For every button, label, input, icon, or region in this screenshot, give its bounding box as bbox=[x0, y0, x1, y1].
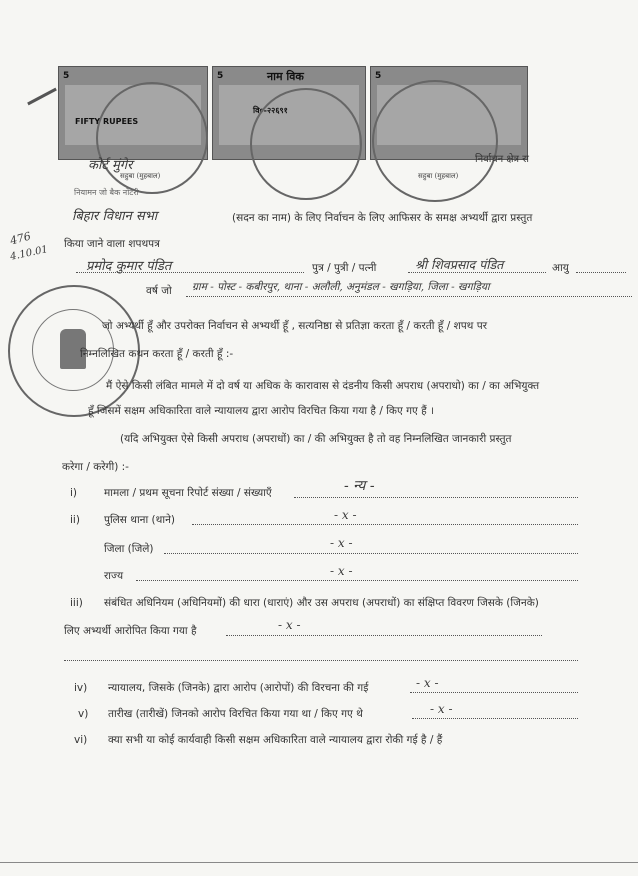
conditional-line-1: (यदि अभियुक्त ऐसे किसी अपराध (अपराधों) का / की अभियुक्त है तो वह निम्नलिखित जानकारी प्रस्तुत bbox=[120, 433, 512, 445]
intro-line-2: किया जाने वाला शपथपत्र bbox=[64, 238, 160, 250]
father-name-line bbox=[408, 272, 546, 273]
item-vi-label: क्या सभी या कोई कार्यवाही किसी सक्षम अधिकारिता वाले न्यायालय द्वारा रोकी गई है / हैं bbox=[108, 734, 443, 746]
age-label: आयु bbox=[552, 262, 569, 274]
item-v-line bbox=[412, 718, 578, 719]
cancellation-seal-3 bbox=[372, 80, 498, 202]
state-label: राज्य bbox=[104, 570, 124, 582]
item-iv-label: न्यायालय, जिसके (जिनके) द्वारा आरोप (आरोपों) की विरचना की गई bbox=[108, 682, 369, 694]
margin-number: 476 bbox=[8, 229, 33, 248]
pending-case-line-1: मैं ऐसे किसी लंबित मामले में दो वर्ष या अधिक के कारावास से दंडनीय किसी अपराध (अपराधो) का / का अभियुक्त bbox=[106, 380, 540, 392]
handwritten-dash: - x - bbox=[430, 702, 453, 716]
item-i-line bbox=[294, 497, 578, 498]
handwritten-dash: - x - bbox=[278, 618, 301, 632]
stamp-value: 5 bbox=[375, 71, 382, 81]
item-ii-line bbox=[192, 524, 578, 525]
conditional-line-2: करेगा / करेगी) :- bbox=[62, 461, 129, 473]
handwritten-dash: - x - bbox=[334, 508, 357, 522]
cancellation-seal-2 bbox=[250, 88, 362, 200]
state-line bbox=[136, 580, 578, 581]
stamp-label: FIFTY RUPEES bbox=[75, 117, 139, 126]
item-iv-line bbox=[410, 692, 578, 693]
item-iii-line-2 bbox=[64, 660, 578, 661]
age-line bbox=[576, 272, 626, 273]
stamp-header: नाम विक bbox=[267, 70, 304, 83]
son-of-label: पुत्र / पुत्री / पत्नी bbox=[312, 262, 377, 274]
handwritten-dash: - x - bbox=[330, 564, 353, 578]
intro-line-1: (सदन का नाम) के लिए निर्वाचन के लिए आफिसर के समक्ष अभ्यर्थी द्वारा प्रस्तुत bbox=[232, 212, 533, 224]
item-ii-number: ii) bbox=[70, 514, 80, 526]
item-i-number: i) bbox=[70, 487, 78, 499]
margin-date: 4.10.01 bbox=[9, 244, 49, 263]
item-vi-number: vi) bbox=[74, 734, 88, 746]
declaration-line-1: जो अभ्यर्थी हूँ और उपरोक्त निर्वाचन से अभ्यर्थी हूँ , सत्यनिष्ठा से प्रतिज्ञा करता हूँ / करती हूँ / शपथ पर bbox=[102, 320, 487, 332]
handwritten-address: ग्राम - पोस्ट - कबीरपुर, थाना - अलौली, अनुमंडल - खगड़िया, जिला - खगड़िया bbox=[192, 281, 490, 293]
seal-caption-left: सहुबा (मुहबाल) bbox=[120, 172, 161, 180]
page-bottom-edge bbox=[0, 862, 638, 863]
handwritten-candidate-name: प्रमोद कुमार पंडित bbox=[86, 259, 172, 274]
pending-case-line-2: हूँ जिसमें सक्षम अधिकारिता वाले न्यायालय द्वारा आरोप विरचित किया गया है / किए गए हैं । bbox=[88, 405, 435, 417]
district-label: जिला (जिले) bbox=[104, 543, 154, 555]
item-iii-label: संबंधित अधिनियम (अधिनियमों) की धारा (धाराएं) और उस अपराध (अपराधों) का संक्षिप्त विवरण जिसके (जिनके) bbox=[104, 597, 539, 609]
pen-mark bbox=[27, 88, 57, 106]
stamp-number: वि०-२२६९१ bbox=[253, 106, 288, 115]
handwritten-father-name: श्री शिवप्रसाद पंडित bbox=[415, 257, 504, 272]
stamp-note: निर्वाचन क्षेत्र रा bbox=[475, 154, 529, 165]
seal-caption-right: सहुबा (मुहबाल) bbox=[418, 172, 459, 180]
handwritten-place: कोर्ट मुंगेर bbox=[88, 158, 133, 173]
office-small-text: नियामन जो बैक नोटरी bbox=[74, 188, 139, 197]
handwritten-house-name: बिहार विधान सभा bbox=[72, 209, 158, 224]
item-iv-number: iv) bbox=[74, 682, 88, 694]
item-iii-label-2: लिए अभ्यर्थी आरोपित किया गया है bbox=[64, 625, 197, 637]
stamp-value: 5 bbox=[63, 71, 70, 81]
item-ii-label: पुलिस थाना (थाने) bbox=[104, 514, 176, 526]
address-line bbox=[186, 296, 632, 297]
item-v-number: v) bbox=[78, 708, 89, 720]
item-v-label: तारीख (तारीखें) जिनको आरोप विरचित किया गया था / किए गए थे bbox=[108, 708, 363, 720]
handwritten-dash: - x - bbox=[330, 536, 353, 550]
item-iii-line bbox=[226, 635, 542, 636]
handwritten-dash: - x - bbox=[416, 676, 439, 690]
candidate-name-line bbox=[76, 272, 304, 273]
handwritten-fir-value: - न्य - bbox=[344, 478, 375, 494]
item-iii-number: iii) bbox=[70, 597, 83, 609]
stamp-value: 5 bbox=[217, 71, 224, 81]
years-label: वर्ष जो bbox=[146, 285, 172, 297]
declaration-line-2: निम्नलिखित कथन करता हूँ / करती हूँ :- bbox=[80, 348, 234, 360]
item-i-label: मामला / प्रथम सूचना रिपोर्ट संख्या / संख्याएँ bbox=[104, 487, 272, 499]
district-line bbox=[164, 553, 578, 554]
